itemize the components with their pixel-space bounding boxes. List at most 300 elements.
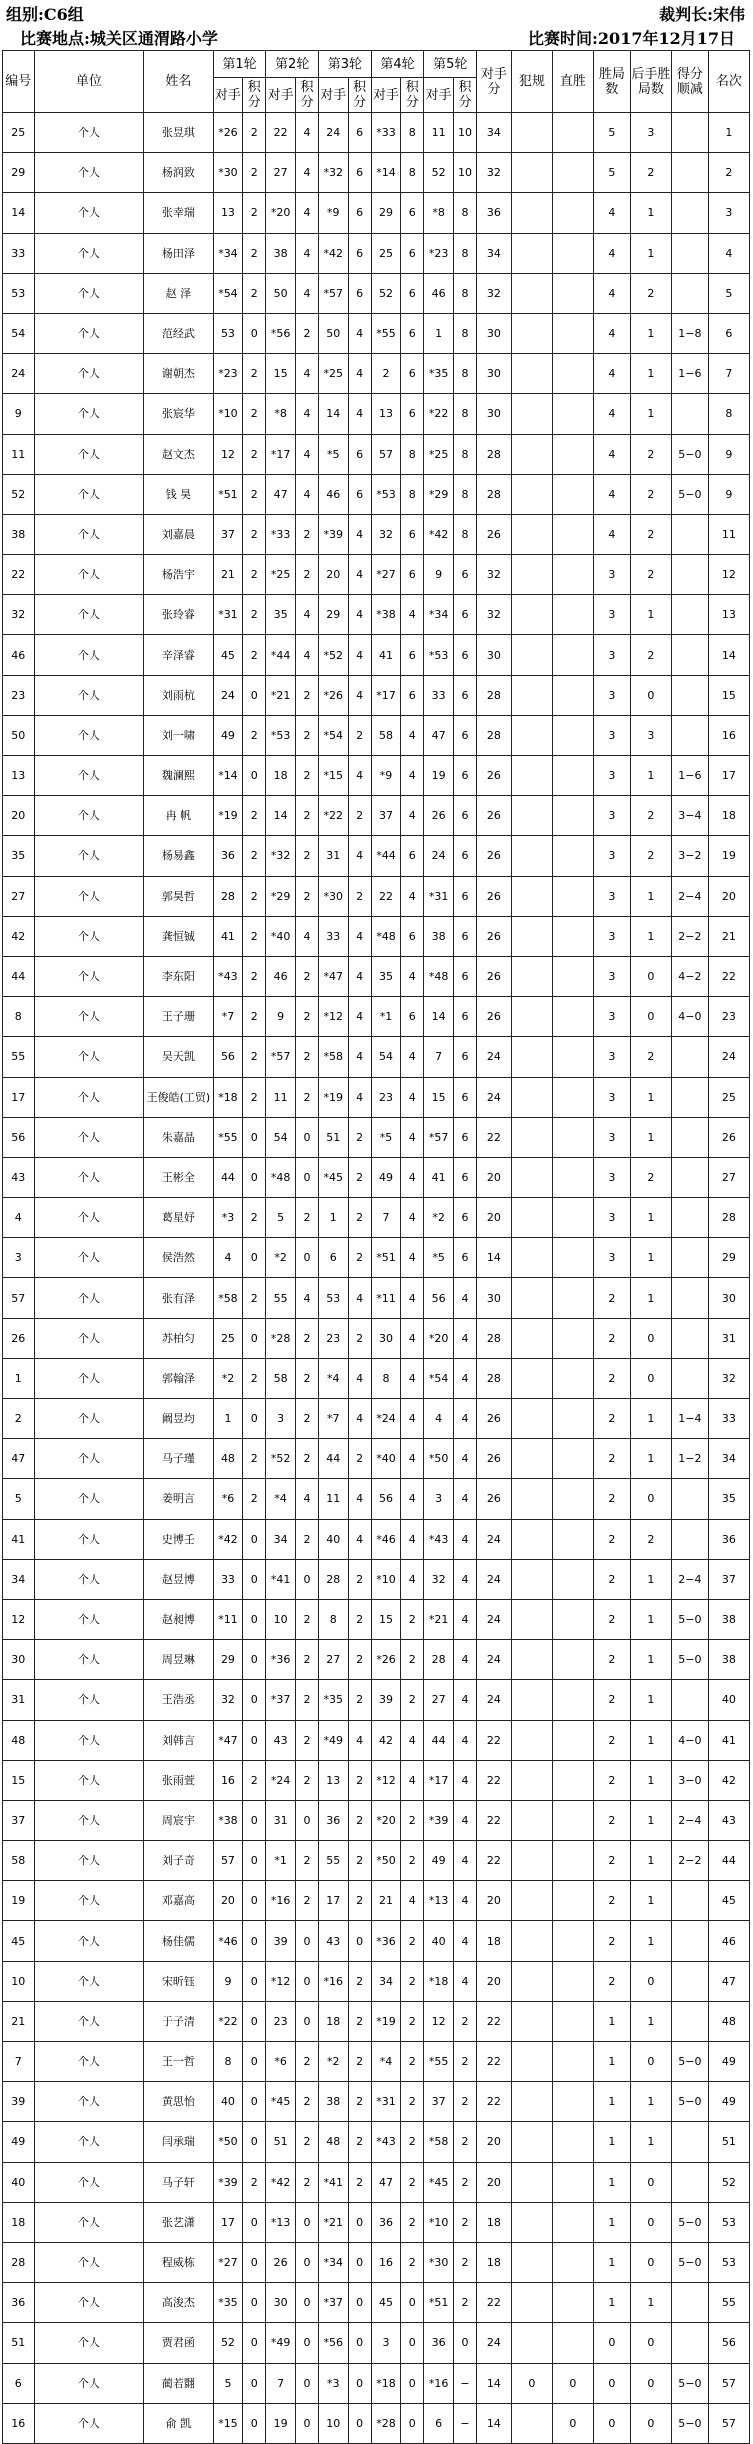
cell-name: 马子轩 — [144, 2162, 214, 2202]
cell-round-points: 6 — [401, 916, 424, 956]
cell-round-opponent: 21 — [213, 555, 243, 595]
cell-round-points: 2 — [295, 1318, 318, 1358]
cell-unit: 个人 — [34, 796, 144, 836]
cell-round-points: 4 — [453, 1318, 476, 1358]
cell-score-minus — [671, 2122, 708, 2162]
cell-round-points: 4 — [348, 916, 371, 956]
table-row — [3, 193, 750, 233]
cell-direct-win — [552, 1760, 593, 1800]
cell-foul — [511, 836, 552, 876]
cell-round-opponent: *10 — [371, 1559, 401, 1599]
cell-opponent-total: 30 — [477, 313, 512, 353]
cell-opponent-total: 28 — [477, 434, 512, 474]
cell-wins: 2 — [593, 1760, 630, 1800]
cell-score-minus: 2−4 — [671, 1559, 708, 1599]
cell-later-wins: 1 — [630, 1399, 671, 1439]
cell-round-opponent: 26 — [424, 796, 454, 836]
cell-later-wins: 2 — [630, 1519, 671, 1559]
cell-id: 36 — [3, 2283, 35, 2323]
header-points: 积分 — [295, 78, 318, 113]
cell-round-points: 4 — [295, 354, 318, 394]
cell-round-points: 2 — [348, 796, 371, 836]
cell-round-points: 0 — [243, 1881, 266, 1921]
cell-round-points: 4 — [348, 1077, 371, 1117]
cell-round-opponent: 32 — [213, 1680, 243, 1720]
cell-foul — [511, 956, 552, 996]
cell-round-points: 2 — [348, 1318, 371, 1358]
header-round-2: 第2轮 — [266, 51, 319, 78]
cell-round-points: 2 — [295, 1599, 318, 1639]
cell-round-opponent: 34 — [371, 1961, 401, 2001]
cell-round-opponent: *27 — [213, 2242, 243, 2282]
cell-wins: 4 — [593, 273, 630, 313]
cell-round-opponent: 9 — [266, 997, 296, 1037]
cell-round-opponent: *54 — [424, 1358, 454, 1398]
header-direct-win: 直胜 — [552, 51, 593, 113]
cell-direct-win — [552, 2001, 593, 2041]
cell-round-opponent: 1 — [319, 1198, 349, 1238]
cell-rank: 20 — [708, 876, 749, 916]
cell-round-points: 4 — [295, 434, 318, 474]
cell-name: 贾君函 — [144, 2323, 214, 2363]
cell-id: 39 — [3, 2082, 35, 2122]
cell-round-points: 4 — [401, 1760, 424, 1800]
cell-round-points: 2 — [453, 2001, 476, 2041]
cell-score-minus — [671, 113, 708, 153]
cell-round-opponent: 5 — [213, 2363, 243, 2403]
table-row — [3, 1198, 750, 1238]
cell-wins: 3 — [593, 1157, 630, 1197]
cell-score-minus — [671, 273, 708, 313]
cell-wins: 3 — [593, 756, 630, 796]
cell-later-wins: 2 — [630, 514, 671, 554]
cell-round-points: 4 — [348, 1358, 371, 1398]
cell-round-points: 2 — [243, 1198, 266, 1238]
cell-rank: 23 — [708, 997, 749, 1037]
cell-rank: 3 — [708, 193, 749, 233]
cell-later-wins: 1 — [630, 1077, 671, 1117]
cell-rank: 38 — [708, 1599, 749, 1639]
cell-round-opponent: *53 — [424, 635, 454, 675]
cell-unit: 个人 — [34, 2323, 144, 2363]
cell-round-opponent: *23 — [424, 233, 454, 273]
cell-round-points: 0 — [295, 1800, 318, 1840]
cell-name: 阚昱均 — [144, 1399, 214, 1439]
cell-round-points: 4 — [295, 153, 318, 193]
cell-round-points: 6 — [401, 354, 424, 394]
cell-round-points: 0 — [401, 2323, 424, 2363]
cell-foul — [511, 2042, 552, 2082]
cell-opponent-total: 34 — [477, 113, 512, 153]
cell-direct-win — [552, 1800, 593, 1840]
cell-name: 周昱琳 — [144, 1640, 214, 1680]
cell-unit: 个人 — [34, 2403, 144, 2443]
cell-unit: 个人 — [34, 2202, 144, 2242]
cell-round-points: 2 — [295, 1439, 318, 1479]
cell-round-points: 6 — [453, 836, 476, 876]
cell-round-points: 4 — [295, 595, 318, 635]
cell-score-minus — [671, 193, 708, 233]
cell-wins: 4 — [593, 434, 630, 474]
cell-foul — [511, 1599, 552, 1639]
cell-direct-win — [552, 1198, 593, 1238]
cell-id: 51 — [3, 2323, 35, 2363]
table-row — [3, 1037, 750, 1077]
cell-round-points: 2 — [348, 1800, 371, 1840]
cell-round-opponent: 30 — [371, 1318, 401, 1358]
cell-later-wins: 2 — [630, 273, 671, 313]
cell-id: 52 — [3, 474, 35, 514]
cell-round-opponent: *20 — [266, 193, 296, 233]
cell-round-opponent: *17 — [424, 1760, 454, 1800]
cell-later-wins: 2 — [630, 1157, 671, 1197]
cell-round-opponent: *48 — [266, 1157, 296, 1197]
cell-round-opponent: 36 — [424, 2323, 454, 2363]
cell-round-opponent: *25 — [424, 434, 454, 474]
cell-rank: 19 — [708, 836, 749, 876]
cell-round-points: 0 — [243, 1800, 266, 1840]
cell-name: 范经武 — [144, 313, 214, 353]
cell-round-points: 8 — [401, 153, 424, 193]
cell-round-points: 2 — [453, 2122, 476, 2162]
cell-round-points: 4 — [348, 756, 371, 796]
cell-score-minus: 2−4 — [671, 876, 708, 916]
table-row — [3, 796, 750, 836]
cell-unit: 个人 — [34, 1238, 144, 1278]
cell-round-points: 2 — [243, 2162, 266, 2202]
cell-id: 42 — [3, 916, 35, 956]
cell-unit: 个人 — [34, 1559, 144, 1599]
cell-round-opponent: *19 — [319, 1077, 349, 1117]
cell-round-points: 6 — [453, 715, 476, 755]
cell-round-points: 6 — [401, 675, 424, 715]
cell-wins: 4 — [593, 233, 630, 273]
cell-round-points: 10 — [453, 113, 476, 153]
cell-round-opponent: 27 — [319, 1640, 349, 1680]
cell-direct-win — [552, 595, 593, 635]
cell-round-points: 2 — [295, 555, 318, 595]
header-round-4: 第4轮 — [371, 51, 424, 78]
cell-id: 20 — [3, 796, 35, 836]
cell-id: 19 — [3, 1881, 35, 1921]
cell-wins: 5 — [593, 113, 630, 153]
cell-id: 54 — [3, 313, 35, 353]
cell-round-opponent: *4 — [371, 2042, 401, 2082]
cell-direct-win — [552, 2122, 593, 2162]
cell-later-wins: 0 — [630, 1358, 671, 1398]
cell-id: 27 — [3, 876, 35, 916]
cell-round-opponent: *5 — [319, 434, 349, 474]
cell-opponent-total: 26 — [477, 956, 512, 996]
cell-round-opponent: 8 — [319, 1599, 349, 1639]
cell-round-opponent: 13 — [319, 1760, 349, 1800]
cell-round-opponent: 44 — [319, 1439, 349, 1479]
cell-round-opponent: 57 — [371, 434, 401, 474]
cell-rank: 45 — [708, 1881, 749, 1921]
cell-foul — [511, 233, 552, 273]
cell-round-opponent: 23 — [266, 2001, 296, 2041]
cell-rank: 49 — [708, 2042, 749, 2082]
cell-round-points: 2 — [295, 756, 318, 796]
cell-round-opponent: 52 — [371, 273, 401, 313]
cell-round-points: 2 — [243, 514, 266, 554]
cell-round-opponent: 8 — [213, 2042, 243, 2082]
cell-round-points: 2 — [348, 715, 371, 755]
cell-later-wins: 1 — [630, 756, 671, 796]
cell-round-opponent: 18 — [266, 756, 296, 796]
cell-round-points: 6 — [348, 474, 371, 514]
cell-round-points: 4 — [348, 1479, 371, 1519]
cell-round-points: 0 — [243, 1157, 266, 1197]
cell-score-minus — [671, 1037, 708, 1077]
cell-later-wins: 1 — [630, 1117, 671, 1157]
cell-round-opponent: *51 — [371, 1238, 401, 1278]
cell-opponent-total: 26 — [477, 514, 512, 554]
cell-later-wins: 1 — [630, 1720, 671, 1760]
cell-wins: 2 — [593, 1439, 630, 1479]
cell-name: 赵昶博 — [144, 1599, 214, 1639]
cell-id: 6 — [3, 2363, 35, 2403]
cell-round-points: 2 — [295, 2162, 318, 2202]
cell-round-opponent: *57 — [319, 273, 349, 313]
cell-round-points: 6 — [401, 273, 424, 313]
cell-wins: 2 — [593, 1318, 630, 1358]
cell-id: 21 — [3, 2001, 35, 2041]
cell-round-points: 4 — [295, 273, 318, 313]
cell-round-opponent: 37 — [424, 2082, 454, 2122]
cell-id: 5 — [3, 1479, 35, 1519]
cell-id: 24 — [3, 354, 35, 394]
cell-rank: 49 — [708, 2082, 749, 2122]
cell-unit: 个人 — [34, 233, 144, 273]
cell-round-points: 0 — [295, 2323, 318, 2363]
cell-id: 46 — [3, 635, 35, 675]
table-row — [3, 1760, 750, 1800]
header-wins: 胜局数 — [593, 51, 630, 113]
cell-direct-win — [552, 1921, 593, 1961]
cell-round-points: 2 — [348, 1680, 371, 1720]
cell-name: 谢朝杰 — [144, 354, 214, 394]
cell-score-minus: 5−0 — [671, 2042, 708, 2082]
cell-round-opponent: *26 — [213, 113, 243, 153]
cell-round-points: 0 — [243, 2082, 266, 2122]
table-row — [3, 2082, 750, 2122]
cell-score-minus: 1−8 — [671, 313, 708, 353]
cell-wins: 3 — [593, 715, 630, 755]
cell-round-points: 2 — [243, 715, 266, 755]
cell-name: 高浚杰 — [144, 2283, 214, 2323]
cell-round-points: 4 — [295, 193, 318, 233]
cell-round-opponent: *2 — [266, 1238, 296, 1278]
cell-score-minus — [671, 514, 708, 554]
cell-round-points: 0 — [401, 2363, 424, 2403]
cell-foul — [511, 354, 552, 394]
cell-name: 刘一啸 — [144, 715, 214, 755]
cell-rank: 17 — [708, 756, 749, 796]
cell-foul — [511, 675, 552, 715]
cell-round-opponent: 7 — [266, 2363, 296, 2403]
cell-later-wins: 2 — [630, 434, 671, 474]
cell-later-wins: 1 — [630, 595, 671, 635]
cell-round-opponent: *54 — [213, 273, 243, 313]
cell-round-points: 0 — [295, 1238, 318, 1278]
cell-round-points: 6 — [453, 635, 476, 675]
cell-round-points: 2 — [401, 2122, 424, 2162]
table-row — [3, 273, 750, 313]
cell-round-opponent: *31 — [424, 876, 454, 916]
cell-score-minus — [671, 1921, 708, 1961]
cell-opponent-total: 22 — [477, 1720, 512, 1760]
cell-round-points: 0 — [243, 1680, 266, 1720]
cell-direct-win — [552, 796, 593, 836]
cell-wins: 3 — [593, 1077, 630, 1117]
cell-round-opponent: 17 — [319, 1881, 349, 1921]
cell-name: 魏澜熙 — [144, 756, 214, 796]
cell-round-opponent: *56 — [266, 313, 296, 353]
table-row — [3, 2283, 750, 2323]
cell-round-opponent: 32 — [424, 1559, 454, 1599]
cell-direct-win — [552, 394, 593, 434]
cell-round-points: 4 — [348, 635, 371, 675]
cell-name: 赵 泽 — [144, 273, 214, 313]
cell-round-opponent: 22 — [371, 876, 401, 916]
cell-round-points: 10 — [453, 153, 476, 193]
cell-id: 45 — [3, 1921, 35, 1961]
cell-round-points: 0 — [243, 675, 266, 715]
table-row — [3, 1841, 750, 1881]
cell-round-opponent: 40 — [319, 1519, 349, 1559]
cell-opponent-total: 24 — [477, 1037, 512, 1077]
date-label: 比赛时间:2017年12月17日 — [528, 29, 735, 48]
cell-round-points: 4 — [401, 1278, 424, 1318]
cell-unit: 个人 — [34, 1318, 144, 1358]
cell-round-points: 0 — [295, 2283, 318, 2323]
table-row — [3, 1439, 750, 1479]
cell-round-opponent: *49 — [266, 2323, 296, 2363]
header-opponent: 对手 — [424, 78, 454, 113]
cell-opponent-total: 22 — [477, 2001, 512, 2041]
cell-round-points: 6 — [401, 997, 424, 1037]
cell-round-opponent: 23 — [319, 1318, 349, 1358]
cell-direct-win — [552, 2242, 593, 2282]
cell-id: 33 — [3, 233, 35, 273]
cell-round-opponent: 53 — [213, 313, 243, 353]
cell-round-opponent: *2 — [424, 1198, 454, 1238]
cell-round-opponent: *5 — [371, 1117, 401, 1157]
table-row — [3, 1640, 750, 1680]
cell-score-minus — [671, 153, 708, 193]
cell-round-opponent: 9 — [213, 1961, 243, 2001]
cell-round-points: 0 — [348, 2242, 371, 2282]
cell-round-opponent: 9 — [424, 555, 454, 595]
header-round-3: 第3轮 — [319, 51, 372, 78]
cell-round-opponent: *22 — [319, 796, 349, 836]
cell-round-opponent: *2 — [213, 1358, 243, 1398]
cell-round-opponent: 41 — [213, 916, 243, 956]
cell-opponent-total: 20 — [477, 1881, 512, 1921]
cell-wins: 0 — [593, 2363, 630, 2403]
cell-round-opponent: *34 — [424, 595, 454, 635]
cell-id: 2 — [3, 1399, 35, 1439]
cell-unit: 个人 — [34, 1800, 144, 1840]
cell-name: 马子瑾 — [144, 1439, 214, 1479]
cell-round-opponent: 28 — [213, 876, 243, 916]
cell-round-points: 6 — [453, 675, 476, 715]
cell-round-points: 0 — [243, 1841, 266, 1881]
cell-round-opponent: 41 — [424, 1157, 454, 1197]
cell-round-points: 0 — [348, 2202, 371, 2242]
cell-round-opponent: 29 — [371, 193, 401, 233]
cell-round-opponent: *45 — [266, 2082, 296, 2122]
cell-round-points: 0 — [243, 2001, 266, 2041]
cell-opponent-total: 30 — [477, 635, 512, 675]
cell-round-points: 4 — [453, 1680, 476, 1720]
cell-later-wins: 0 — [630, 2162, 671, 2202]
cell-foul — [511, 2403, 552, 2443]
cell-round-opponent: *47 — [319, 956, 349, 996]
cell-round-opponent: 46 — [266, 956, 296, 996]
cell-round-points: 2 — [243, 153, 266, 193]
cell-round-points: 6 — [453, 916, 476, 956]
cell-round-points: 6 — [348, 113, 371, 153]
cell-name: 郭昊哲 — [144, 876, 214, 916]
cell-rank: 51 — [708, 2122, 749, 2162]
cell-round-opponent: 56 — [424, 1278, 454, 1318]
cell-opponent-total: 36 — [477, 193, 512, 233]
cell-rank: 57 — [708, 2403, 749, 2443]
cell-foul — [511, 1479, 552, 1519]
cell-wins: 2 — [593, 1680, 630, 1720]
cell-foul — [511, 715, 552, 755]
cell-round-opponent: *20 — [371, 1800, 401, 1840]
cell-round-opponent: 23 — [371, 1077, 401, 1117]
cell-opponent-total: 24 — [477, 2323, 512, 2363]
cell-round-points: 4 — [401, 1157, 424, 1197]
cell-rank: 15 — [708, 675, 749, 715]
cell-id: 29 — [3, 153, 35, 193]
cell-round-opponent: *24 — [266, 1760, 296, 1800]
cell-round-points: 2 — [348, 1599, 371, 1639]
cell-round-points: 4 — [348, 675, 371, 715]
cell-round-opponent: *12 — [266, 1961, 296, 2001]
cell-score-minus: 5−0 — [671, 2363, 708, 2403]
cell-score-minus — [671, 233, 708, 273]
cell-unit: 个人 — [34, 2122, 144, 2162]
table-row — [3, 836, 750, 876]
cell-id: 8 — [3, 997, 35, 1037]
cell-round-points: 4 — [453, 1519, 476, 1559]
cell-round-opponent: 43 — [319, 1921, 349, 1961]
cell-round-opponent: *48 — [371, 916, 401, 956]
cell-opponent-total: 26 — [477, 796, 512, 836]
cell-round-points: 8 — [453, 354, 476, 394]
cell-opponent-total: 28 — [477, 675, 512, 715]
cell-unit: 个人 — [34, 113, 144, 153]
cell-round-points: 0 — [243, 1318, 266, 1358]
cell-round-points: 4 — [348, 394, 371, 434]
cell-id: 55 — [3, 1037, 35, 1077]
cell-round-opponent: 4 — [213, 1238, 243, 1278]
cell-score-minus: 2−2 — [671, 1841, 708, 1881]
cell-later-wins: 0 — [630, 2403, 671, 2443]
cell-foul — [511, 1760, 552, 1800]
cell-unit: 个人 — [34, 1399, 144, 1439]
cell-round-opponent: *24 — [371, 1399, 401, 1439]
cell-round-opponent: *1 — [371, 997, 401, 1037]
cell-direct-win — [552, 1077, 593, 1117]
cell-round-opponent: *1 — [266, 1841, 296, 1881]
cell-round-points: 6 — [453, 956, 476, 996]
